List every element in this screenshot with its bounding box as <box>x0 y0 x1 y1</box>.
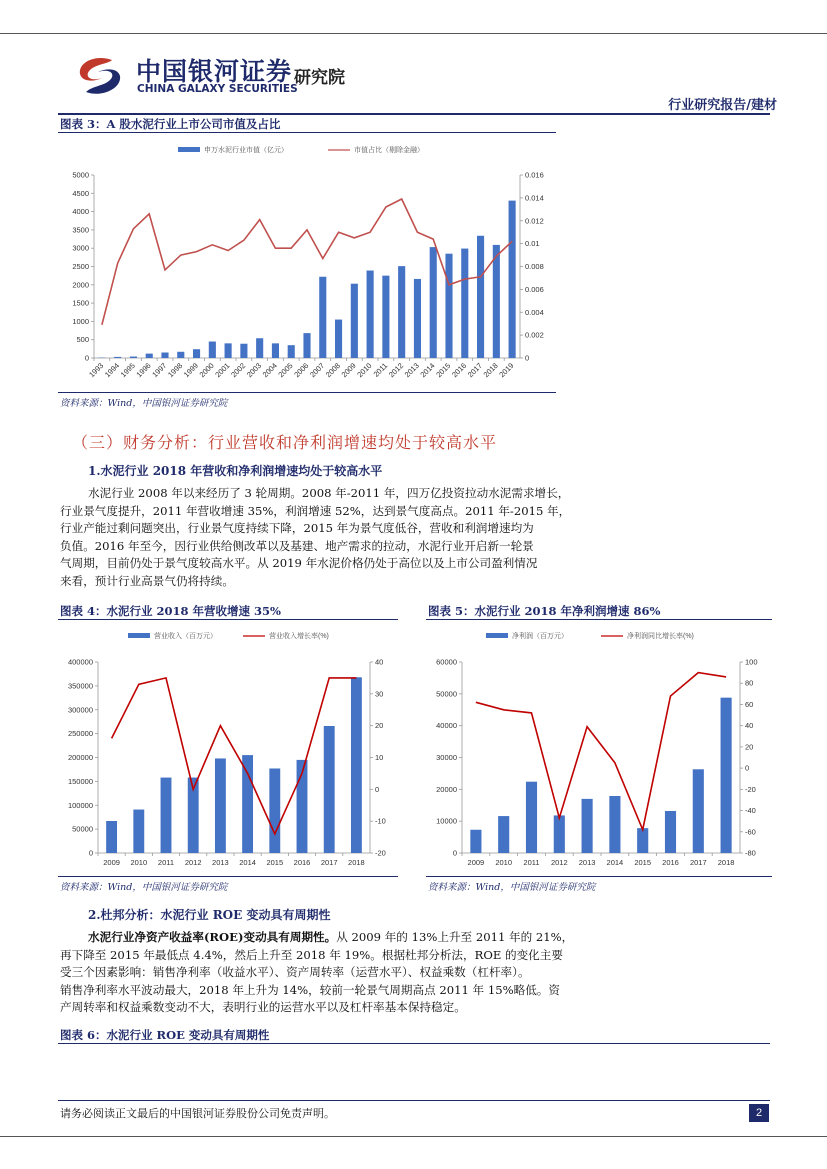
x-tick-label: 2017 <box>689 858 707 867</box>
y-tick-right-label: 30 <box>375 689 384 699</box>
series-line <box>112 678 357 834</box>
bottom-border-line <box>0 1136 827 1137</box>
x-tick-label: 2014 <box>418 361 437 380</box>
figure6-title: 图表 6：水泥行业 ROE 变动具有周期性 <box>60 1028 270 1042</box>
y-tick-left-label: 3000 <box>72 243 89 253</box>
x-tick-label: 1996 <box>134 361 153 380</box>
figure4-source-rule <box>58 876 398 877</box>
footer-rule <box>58 1100 770 1101</box>
bar <box>477 236 484 358</box>
y-tick-right-label: -20 <box>375 848 386 858</box>
bar <box>470 830 481 853</box>
paragraph2-lead: 水泥行业净资产收益率(ROE)变动具有周期性。 <box>88 930 337 944</box>
bar <box>430 247 437 358</box>
legend-bar-label: 申万水泥行业市值（亿元） <box>204 147 288 154</box>
bar <box>161 353 168 358</box>
figure3-title: 图表 3：A 股水泥行业上市公司市值及占比 <box>60 117 281 131</box>
y-tick-right-label: 0.014 <box>525 193 544 203</box>
bar <box>256 338 263 358</box>
y-tick-right-label: 40 <box>745 721 754 731</box>
paragraph1-line: 气周期，目前仍处于景气度较高水平。从 2019 年水泥价格仍处于高位以及上市公司盈利情况 <box>60 556 538 571</box>
y-tick-right-label: 0.012 <box>525 216 544 226</box>
x-tick-label: 2013 <box>402 361 421 380</box>
x-tick-label: 2017 <box>465 361 484 380</box>
paragraph1-line: 水泥行业 2008 年以来经历了 3 轮周期。2008 年-2011 年，四万亿投资拉动水泥需求增长， <box>88 486 570 500</box>
y-tick-right-label: 0.01 <box>525 239 540 249</box>
bar <box>637 828 648 853</box>
y-tick-left-label: 2000 <box>72 280 89 290</box>
x-tick-label: 2019 <box>497 361 516 380</box>
y-tick-left-label: 4500 <box>72 188 89 198</box>
y-tick-right-label: 80 <box>745 678 754 688</box>
figure5-title: 图表 5：水泥行业 2018 年净利润增速 86% <box>428 604 661 618</box>
bar <box>225 343 232 358</box>
paragraph1-line: 来看，预计行业高景气仍将持续。 <box>60 573 234 588</box>
x-tick-label: 2006 <box>292 361 311 380</box>
footer-disclaimer: 请务必阅读正文最后的中国银河证券股份公司免责声明。 <box>60 1107 335 1120</box>
x-tick-label: 2018 <box>717 858 735 867</box>
paragraph2-line <box>60 929 772 947</box>
y-tick-right-label: -80 <box>745 848 756 858</box>
bar <box>665 811 676 853</box>
x-tick-label: 2014 <box>606 858 624 867</box>
legend-bar-label: 营业收入（百万元） <box>154 633 217 640</box>
y-tick-right-label: -20 <box>745 784 756 794</box>
y-tick-right-label: 0.004 <box>525 307 544 317</box>
figure6-title-rule <box>58 1043 770 1044</box>
paragraph1 <box>60 485 778 591</box>
y-tick-right-label: 100 <box>745 657 758 667</box>
paragraph1-line: 负值。2016 年至今，因行业供给侧改革以及基建、地产需求的拉动，水泥行业开启新一轮景 <box>60 538 534 553</box>
bar <box>582 799 593 853</box>
y-tick-right-label: 60 <box>745 699 754 709</box>
figure4-source: 资料来源：Wind，中国银河证券研究院 <box>60 882 228 893</box>
y-tick-left-label: 3500 <box>72 225 89 235</box>
x-tick-label: 2012 <box>184 858 202 867</box>
bar <box>303 333 310 358</box>
section-heading: （三）财务分析：行业营收和净利润增速均处于较高水平 <box>72 433 498 452</box>
page-number: 2 <box>749 1104 769 1122</box>
bar <box>493 245 500 358</box>
x-tick-label: 2004 <box>260 361 279 380</box>
bar <box>526 782 537 853</box>
logo-chinese-name: 中国银河证券 <box>136 57 293 86</box>
figure4-chart <box>58 622 400 876</box>
y-tick-left-label: 40000 <box>436 721 457 731</box>
y-tick-right-label: 20 <box>745 742 754 752</box>
x-tick-label: 1997 <box>150 361 169 380</box>
bar <box>351 284 358 358</box>
x-tick-label: 2010 <box>355 361 374 380</box>
y-tick-left-label: 5000 <box>72 170 89 180</box>
y-tick-right-label: 0.002 <box>525 330 544 340</box>
x-tick-label: 2016 <box>662 858 679 867</box>
bar <box>114 357 121 358</box>
x-tick-label: 2012 <box>550 858 568 867</box>
bar <box>177 352 184 358</box>
y-tick-right-label: -40 <box>745 806 756 816</box>
x-tick-label: 1994 <box>102 361 122 380</box>
y-tick-right-label: 0.008 <box>525 262 544 271</box>
x-tick-label: 2012 <box>386 361 406 380</box>
bar <box>609 796 620 853</box>
x-tick-label: 2011 <box>157 858 175 867</box>
y-tick-left-label: 200000 <box>67 753 93 762</box>
x-tick-label: 2011 <box>523 858 540 867</box>
paragraph2-line: 受三个因素影响：销售净利率（收益水平）、资产周转率（运营水平）、权益乘数（杠杆率）。 <box>60 965 530 980</box>
bar <box>498 816 509 853</box>
y-tick-left-label: 2500 <box>72 262 89 271</box>
bar <box>721 698 732 853</box>
x-tick-label: 2018 <box>481 361 500 380</box>
bar <box>133 810 144 853</box>
x-tick-label: 2010 <box>495 858 513 867</box>
bar <box>161 778 172 853</box>
x-tick-label: 2018 <box>348 858 365 867</box>
x-tick-label: 2000 <box>197 361 216 380</box>
x-tick-label: 2002 <box>229 361 248 380</box>
bar <box>382 276 389 358</box>
figure5-source-rule <box>426 876 772 877</box>
x-tick-label: 2017 <box>320 858 338 867</box>
bar <box>272 343 279 358</box>
figure5-source: 资料来源：Wind，中国银河证券研究院 <box>428 882 596 893</box>
paragraph1-line: 行业产能过剩问题突出，行业景气度持续下降，2015 年为景气度低谷，营收和利润增速均为 <box>60 521 534 536</box>
x-tick-label: 1998 <box>166 361 185 380</box>
paragraph2-line: 再下降至 2015 年最低点 4.4%，然后上升至 2018 年 19%。根据杜邦分析法，ROE 的变化主要 <box>60 947 563 962</box>
bar <box>414 279 421 358</box>
x-tick-label: 2015 <box>434 361 453 380</box>
bar <box>367 271 374 358</box>
x-tick-label: 2015 <box>266 858 284 867</box>
figure4-title-rule <box>58 619 398 620</box>
y-tick-left-label: 0 <box>452 848 457 858</box>
figure3-source: 资料来源：Wind，中国银河证券研究院 <box>60 398 228 409</box>
bar <box>319 277 326 358</box>
paragraph2-line: 产周转率和权益乘数变动不大，表明行业的运营水平以及杠杆率基本保持稳定。 <box>60 1000 466 1015</box>
y-tick-left-label: 50000 <box>72 824 93 834</box>
bar <box>351 677 362 853</box>
y-tick-left-label: 0 <box>88 848 93 858</box>
x-tick-label: 2009 <box>467 858 485 867</box>
bar <box>461 249 468 358</box>
galaxy-logo-icon <box>72 52 128 98</box>
bar <box>324 726 335 853</box>
paragraph2-line: 销售净利率水平波动最大，2018 年上升为 14%，较前一轮景气周期高点 2011 年 15%略低。资 <box>60 982 560 997</box>
bar <box>509 201 516 358</box>
bar <box>335 320 342 358</box>
x-tick-label: 2014 <box>239 858 256 867</box>
bar <box>209 342 216 358</box>
subsection1-heading: 1.水泥行业 2018 年营收和净利润增速均处于较高水平 <box>88 464 383 478</box>
y-tick-left-label: 150000 <box>67 776 93 786</box>
bar <box>240 344 247 358</box>
y-tick-left-label: 10000 <box>436 816 457 826</box>
legend-bar-label: 净利润（百万元） <box>512 633 568 640</box>
legend-bar-swatch <box>486 633 508 638</box>
y-tick-left-label: 1500 <box>72 298 89 308</box>
bar <box>106 821 117 853</box>
bar <box>242 755 253 853</box>
x-tick-label: 2011 <box>371 361 390 379</box>
figure5-title-rule <box>426 619 772 620</box>
x-tick-label: 1999 <box>181 361 200 380</box>
paragraph1-line: 行业景气度提升，2011 年营收增速 35%，利润增速 52%，达到景气度高点。2011 年-2015 年， <box>60 503 571 518</box>
y-tick-right-label: -60 <box>745 827 756 837</box>
figure3-chart <box>58 135 558 393</box>
y-tick-left-label: 20000 <box>436 784 457 794</box>
x-tick-label: 2007 <box>308 361 327 380</box>
y-tick-right-label: 0 <box>375 784 380 794</box>
report-tag: 行业研究报告/建材 <box>668 98 777 113</box>
logo-english-name: CHINA GALAXY SECURITIES <box>137 83 298 95</box>
figure3-source-rule <box>58 392 556 393</box>
y-tick-left-label: 100000 <box>67 800 93 810</box>
series-line <box>476 673 726 830</box>
y-tick-left-label: 250000 <box>67 729 93 739</box>
bar <box>445 254 452 358</box>
x-tick-label: 2005 <box>276 361 295 380</box>
x-tick-label: 2016 <box>293 858 311 867</box>
institute-label: 研究院 <box>294 68 345 88</box>
x-tick-label: 2016 <box>450 361 469 380</box>
bar <box>193 349 200 358</box>
y-tick-right-label: 0.006 <box>525 284 544 294</box>
y-tick-left-label: 50000 <box>436 689 457 699</box>
x-tick-label: 2003 <box>244 361 264 380</box>
x-tick-label: 2015 <box>634 858 652 867</box>
figure4-title: 图表 4：水泥行业 2018 年营收增速 35% <box>60 604 281 618</box>
legend-bar-swatch <box>178 147 200 152</box>
figure5-chart <box>426 622 772 876</box>
legend-line-label: 净利润同比增长率(%) <box>627 633 694 640</box>
x-tick-label: 2010 <box>130 858 148 867</box>
bar <box>288 345 295 358</box>
x-tick-label: 2013 <box>578 858 596 867</box>
x-tick-label: 2009 <box>339 361 358 380</box>
y-tick-right-label: -10 <box>375 816 386 826</box>
header-rule <box>58 113 770 115</box>
y-tick-left-label: 300000 <box>67 705 93 715</box>
subsection2-heading: 2.杜邦分析：水泥行业 ROE 变动具有周期性 <box>88 908 331 922</box>
y-tick-left-label: 0 <box>84 353 89 363</box>
y-tick-right-label: 0.016 <box>525 170 544 180</box>
top-border-line <box>0 33 827 34</box>
y-tick-left-label: 400000 <box>67 657 93 667</box>
bar <box>146 354 153 358</box>
y-tick-left-label: 350000 <box>67 681 93 691</box>
y-tick-right-label: 20 <box>375 721 384 731</box>
bar <box>693 769 704 853</box>
bar <box>398 266 405 358</box>
x-tick-label: 2013 <box>212 858 229 867</box>
x-tick-label: 2001 <box>213 361 232 380</box>
y-tick-left-label: 4000 <box>72 207 89 217</box>
legend-line-label: 市值占比（剔除金融） <box>354 147 424 154</box>
paragraph2 <box>60 929 772 1017</box>
bar <box>130 357 137 358</box>
y-tick-left-label: 60000 <box>436 657 457 667</box>
bar <box>215 758 226 853</box>
bar <box>554 815 565 853</box>
bar <box>269 768 280 853</box>
figure3-title-rule <box>58 132 556 133</box>
x-tick-label: 2008 <box>323 361 342 380</box>
legend-bar-swatch <box>128 633 150 638</box>
x-tick-label: 2009 <box>103 858 120 867</box>
y-tick-right-label: 10 <box>375 753 384 762</box>
y-tick-left-label: 30000 <box>436 753 457 762</box>
y-tick-left-label: 1000 <box>72 316 89 326</box>
y-tick-right-label: 40 <box>375 657 384 667</box>
paragraph2-line1-rest: 从 2009 年的 13%上升至 2011 年的 21%， <box>336 930 574 944</box>
x-tick-label: 1993 <box>87 361 106 380</box>
x-tick-label: 1995 <box>118 361 137 380</box>
y-tick-right-label: 0 <box>745 763 750 773</box>
y-tick-left-label: 500 <box>76 335 89 345</box>
y-tick-right-label: 0 <box>525 353 530 363</box>
legend-line-label: 营业收入增长率(%) <box>269 633 329 640</box>
